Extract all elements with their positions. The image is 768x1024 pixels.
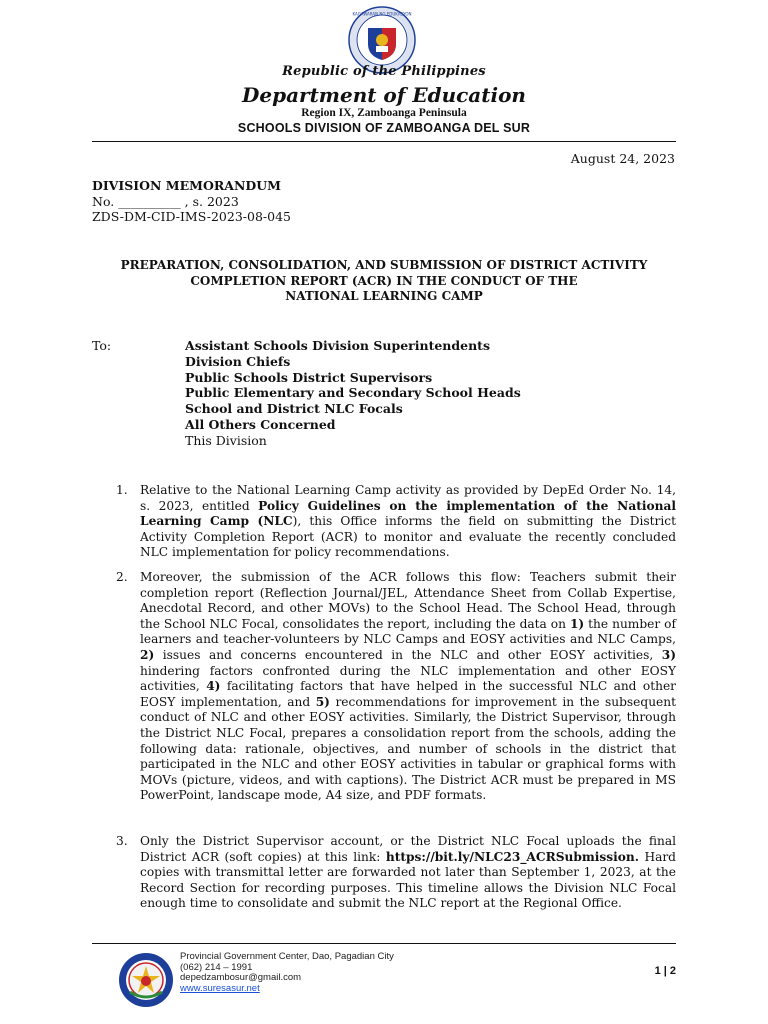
item-number: 4) xyxy=(206,679,221,694)
recipient-list xyxy=(185,338,521,449)
recipient-item: Public Schools District Supervisors xyxy=(185,369,433,385)
policy-title: Policy Guidelines on the implementation of the National Learning Camp (NLC xyxy=(140,498,676,529)
memo-number: No. __________ , s. 2023 xyxy=(92,193,239,209)
paragraph-3 xyxy=(140,834,676,912)
svg-text:KAGAWARAN NG EDUKASYON: KAGAWARAN NG EDUKASYON xyxy=(352,11,412,17)
paragraph-text: the number of learners and teacher-volunteers by NLC Camps and EOSY activities and NLC Camps, xyxy=(140,616,677,647)
submission-link[interactable]: https://bit.ly/NLC23_ACRSubmission. xyxy=(385,849,639,864)
subject-line-1: PREPARATION, CONSOLIDATION, AND SUBMISSION OF DISTRICT ACTIVITY xyxy=(120,258,648,272)
item-number: 5) xyxy=(315,694,330,709)
paragraph-text: ), this Office informs the field on submitting the District Activity Completion Report (ACR) to monitor and evaluate the recently concluded NLC implementation for policy recommendations. xyxy=(140,514,676,560)
recipient-location: This Division xyxy=(185,432,267,448)
recipient-item: All Others Concerned xyxy=(185,416,336,432)
region-heading: Region IX, Zamboanga Peninsula xyxy=(301,107,467,119)
memo-title: DIVISION MEMORANDUM xyxy=(92,178,281,193)
subject-line-2: COMPLETION REPORT (ACR) IN THE CONDUCT OF THE xyxy=(190,273,578,288)
paragraph-text: issues and concerns encountered in the NLC and other EOSY activities, xyxy=(154,647,662,662)
footer-contact xyxy=(180,952,394,994)
paragraph-number: 1. xyxy=(116,483,128,497)
item-number: 2) xyxy=(140,647,155,662)
recipient-item: Assistant Schools Division Superintendents xyxy=(185,338,490,353)
memo-subject xyxy=(92,258,676,305)
page-number: 1 | 2 xyxy=(654,965,676,977)
footer-divider xyxy=(92,943,676,944)
item-number: 3) xyxy=(661,647,676,662)
paragraph-number: 3. xyxy=(116,834,128,848)
footer-email[interactable]: depedzambosur@gmail.com xyxy=(180,972,302,984)
department-heading: Department of Education xyxy=(242,83,526,107)
republic-heading: Republic of the Philippines xyxy=(282,64,486,79)
division-heading: SCHOOLS DIVISION OF ZAMBOANGA DEL SUR xyxy=(237,121,531,135)
to-label: To: xyxy=(92,338,112,353)
paragraph-text: hindering factors confronted during the NLC implementation and other EOSY activities, xyxy=(140,663,676,694)
memo-meta xyxy=(92,178,291,225)
paragraph-text: Moreover, the submission of the ACR follows this flow: Teachers submit their completion report (Reflection Journal/JEL, Attendance Sheet from Collab Expertise, Anecdotal Record, and other MOVs) to the School Head. The School Head, through the School NLC Focal, consolidates the report, including the data on xyxy=(140,570,676,631)
paragraph-1 xyxy=(140,483,676,561)
paragraph-text: facilitating factors that have helped in the successful NLC and other EOSY implementation, and xyxy=(140,679,676,709)
paragraph-text: Only the District Supervisor account, or the District NLC Focal uploads the final District ACR (soft copies) at this link: xyxy=(140,834,676,864)
memo-date: August 24, 2023 xyxy=(570,151,675,166)
memo-code: ZDS-DM-CID-IMS-2023-08-045 xyxy=(92,209,291,224)
recipient-item: Public Elementary and Secondary School Heads xyxy=(185,385,521,401)
footer-address: Provincial Government Center, Dao, Pagadian City xyxy=(180,951,394,962)
subject-line-3: NATIONAL LEARNING CAMP xyxy=(285,289,483,303)
footer-website-link[interactable]: www.suresasur.net xyxy=(180,982,260,994)
paragraph-text: Relative to the National Learning Camp activity as provided by DepEd Order No. 14, s. 2023, entitled xyxy=(140,483,676,513)
recipient-item: Division Chiefs xyxy=(185,353,291,369)
paragraph-2 xyxy=(140,570,676,804)
header-divider xyxy=(92,141,676,142)
division-logo xyxy=(118,952,174,1008)
paragraph-number: 2. xyxy=(116,570,128,584)
footer-phone: (062) 214 – 1991 xyxy=(180,961,253,973)
recipient-item: School and District NLC Focals xyxy=(185,401,403,417)
paragraph-text: Hard copies with transmittal letter are forwarded not later than September 1, 2023, at the Record Section for recording purposes. This timeline allows the Division NLC Focal enough time to consolidate and submit the NLC report at the Regional Office. xyxy=(140,849,676,911)
item-number: 1) xyxy=(569,616,585,631)
paragraph-text: recommendations for improvement in the subsequent conduct of NLC and other EOSY activities. Similarly, the District Supervisor, through the District NLC Focal, prepares a consolidation report from the schools, adding the following data: rationale, objectives, and number of schools in the district that participated in the NLC and other EOSY activities in tabular or graphical forms with MOVs (picture, videos, and with captions). The District ACR must be prepared in MS PowerPoint, landscape mode, A4 size, and PDF formats. xyxy=(140,694,677,803)
